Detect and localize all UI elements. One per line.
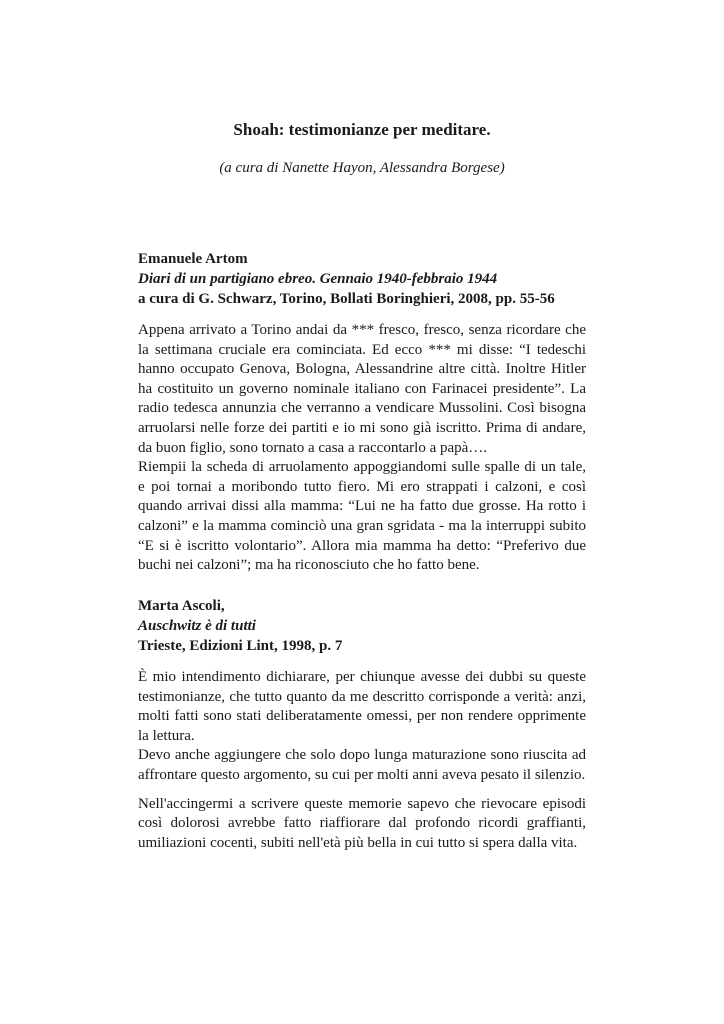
publication-info: Trieste, Edizioni Lint, 1998, p. 7: [138, 638, 343, 654]
testimony-paragraph: Appena arrivato a Torino andai da *** fresco, fresco, senza ricordare che la settimana cruciale era cominciata. Ed ecco *** mi disse: “I tedeschi hanno occupato Genova, Bologna, Alessandrine altre città. Inoltre Hitler ha costituito un governo nominale italiano con Farinacei presidente”. La radio tedesca annunzia che verranno a vendicare Mussolini. Così bisogna arruolarsi nelle forze dei partiti e io mi sono già iscritto. Prima di andare, da buon figlio, sono tornato a casa a raccontarlo a papà….: [138, 322, 586, 456]
work-title: Auschwitz è di tutti: [138, 618, 256, 634]
testimony-paragraph: Riempii la scheda di arruolamento appoggiandomi sulle spalle di un tale, e poi tornai a moribondo tutto fiero. Mi ero strappati i calzoni, e così quando arrivai dissi alla mamma: “Lui ne ha fatto due grosse. Ha rotto i calzoni” e la mamma cominciò una gran sgridata - ma la interruppi subito “E si è iscritto volontario”. Allora mia mamma ha detto: “Preferivo due buchi nei calzoni”; ma ha riconosciuto che ho fatto bene.: [138, 459, 586, 574]
document-title: Shoah: testimonianze per meditare.: [233, 120, 491, 139]
testimony-paragraph: Devo anche aggiungere che solo dopo lunga maturazione sono riuscita ad affrontare questo argomento, su cui per molti anni aveva pesato il silenzio.: [138, 747, 586, 783]
work-title: Diari di un partigiano ebreo. Gennaio 1940-febbraio 1944: [138, 271, 498, 287]
publication-info: a cura di G. Schwarz, Torino, Bollati Boringhieri, 2008, pp. 55-56: [138, 291, 555, 307]
bibliographic-reference: [138, 596, 586, 656]
document-subtitle: (a cura di Nanette Hayon, Alessandra Borgese): [219, 160, 505, 176]
testimony-paragraph: È mio intendimento dichiarare, per chiunque avesse dei dubbi su queste testimonianze, che tutto quanto da me descritto corrisponde a verità: anzi, molti fatti sono stati deliberatamente omessi, per non rendere opprimente la lettura.: [138, 669, 586, 744]
testimony-paragraph: Nell'accingermi a scrivere queste memorie sapevo che rievocare episodi così dolorosi avrebbe fatto riaffiorare dal profondo ricordi graffianti, umiliazioni cocenti, subiti nell'età più bella in cui tutto si spera dalla vita.: [138, 795, 586, 851]
author-name: Emanuele Artom: [138, 251, 248, 267]
author-name: Marta Ascoli,: [138, 598, 225, 614]
bibliographic-reference: [138, 249, 586, 309]
testimony-entry-ascoli: [138, 596, 586, 853]
testimony-entry-artom: [138, 249, 586, 576]
